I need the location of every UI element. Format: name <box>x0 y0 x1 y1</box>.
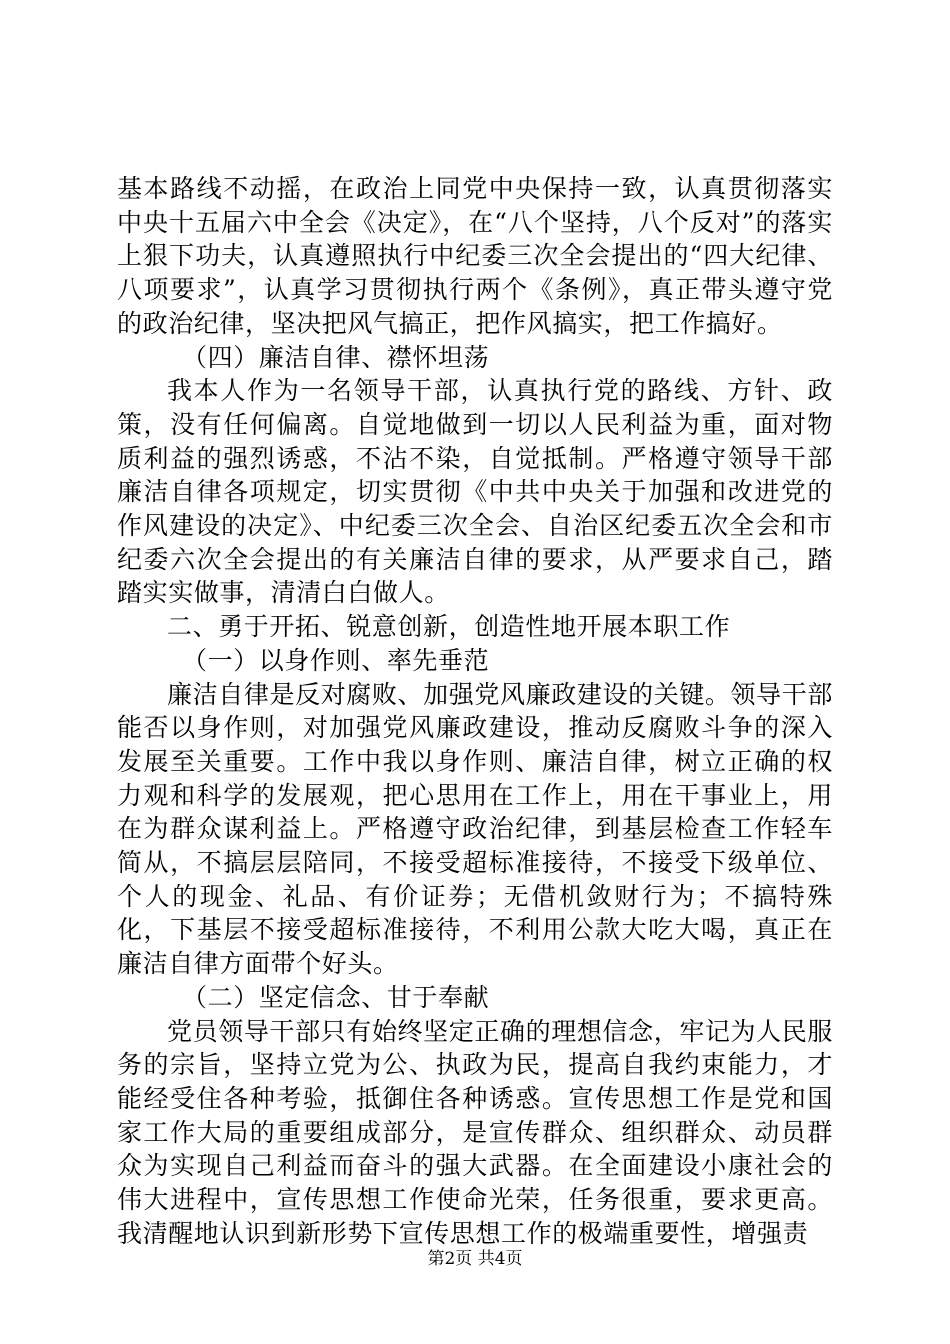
paragraph-belief: 党员领导干部只有始终坚定正确的理想信念，牢记为人民服务的宗旨，坚持立党为公、执政为民，提高自我约束能力，才能经受住各种考验，抵御住各种诱惑。宣传思想工作是党和国家工作大局的重要组成部分，是宣传群众、组织群众、动员群众为实现自己利益而奋斗的强大武器。在全面建设小康社会的伟大进程中，宣传思想工作使命光荣，任务很重，要求更高。我清醒地认识到新形势下宣传思想工作的极端重要性，增强责 <box>117 1016 833 1248</box>
paragraph-continuation: 基本路线不动摇，在政治上同党中央保持一致，认真贯彻落实中央十五届六中全会《决定》，在“八个坚持，八个反对”的落实上狠下功夫，认真遵照执行中纪委三次全会提出的“四大纪律、八项要求”，认真学习贯彻执行两个《条例》，真正带头遵守党的政治纪律，坚决把风气搞正，把作风搞实，把工作搞好。 <box>117 174 833 338</box>
page-number-footer: 第2页 共4页 <box>427 1249 523 1269</box>
section-heading-two: 二、勇于开拓、锐意创新，创造性地开展本职工作 <box>167 612 731 642</box>
paragraph-example: 廉洁自律是反对腐败、加强党风廉政建设的关键。领导干部能否以身作则，对加强党风廉政建设，推动反腐败斗争的深入发展至关重要。工作中我以身作则、廉洁自律，树立正确的权力观和科学的发展观，把心思用在工作上，用在干事业上，用在为群众谋利益上。严格遵守政治纪律，到基层检查工作轻车简从，不搞层层陪同，不接受超标准接待，不接受下级单位、个人的现金、礼品、有价证券；无借机敛财行为；不搞特殊化，下基层不接受超标准接待，不利用公款大吃大喝，真正在廉洁自律方面带个好头。 <box>117 679 833 979</box>
document-body <box>117 172 833 1251</box>
paragraph-integrity: 我本人作为一名领导干部，认真执行党的路线、方针、政策，没有任何偏离。自觉地做到一切以人民利益为重，面对物质利益的强烈诱惑，不沾不染，自觉抵制。严格遵守领导干部廉洁自律各项规定，切实贯彻《中共中央关于加强和改进党的作风建设的决定》、中纪委三次全会、自治区纪委五次全会和市纪委六次全会提出的有关廉洁自律的要求，从严要求自己，踏踏实实做事，清清白白做人。 <box>117 376 833 608</box>
subheading-four: （四）廉洁自律、襟怀坦荡 <box>182 342 490 372</box>
subheading-two: （二）坚定信念、甘于奉献 <box>182 982 490 1012</box>
subheading-one: （一）以身作则、率先垂范 <box>182 645 490 675</box>
